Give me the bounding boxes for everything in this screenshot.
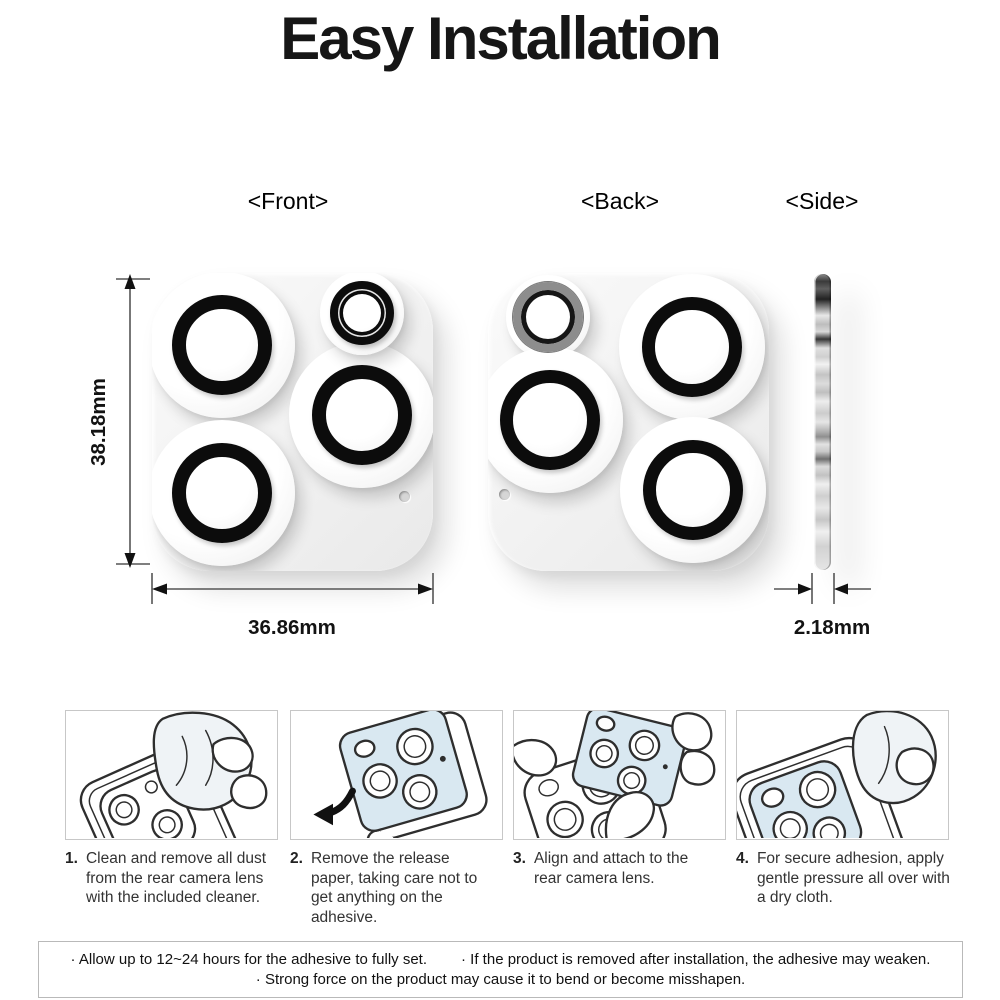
step-2-text	[290, 849, 490, 927]
step-3-number: 3.	[513, 850, 526, 867]
view-label-side: <Side>	[785, 188, 859, 214]
hand-finger	[672, 713, 711, 750]
lens-ring-large	[643, 440, 743, 540]
lens-ring-large	[642, 297, 742, 397]
lens-ring-large	[312, 365, 412, 465]
note-line-1	[71, 950, 931, 970]
step-2-description: Remove the release paper, taking care not to get anything on the adhesive.	[310, 850, 478, 926]
view-label-front: <Front>	[247, 188, 329, 214]
step-1-number: 1.	[65, 850, 78, 867]
hand-finger	[681, 751, 715, 784]
note-strong-force: · Strong force on the product may cause it to bend or become misshapen.	[255, 970, 746, 988]
notes-box	[38, 941, 963, 998]
clean-lens-drawing	[66, 711, 276, 838]
thickness-dimension-label: 2.18mm	[793, 616, 871, 639]
step-4-description: For secure adhesion, apply gentle pressure all over with a dry cloth.	[756, 850, 950, 906]
step-4-number: 4.	[736, 850, 749, 867]
note-adhesive-set: · Allow up to 12~24 hours for the adhesive to fully set.	[70, 950, 428, 968]
step-4-illustration	[736, 710, 949, 840]
lens-ring-small-gray	[513, 282, 583, 352]
front-view-diagram	[152, 273, 433, 571]
step-3-description: Align and attach to the rear camera lens.	[533, 850, 689, 887]
note-line-2	[256, 970, 745, 990]
hand-thumb	[231, 775, 266, 807]
peel-arrow-icon	[313, 791, 352, 825]
step-1-text	[65, 849, 292, 908]
press-cloth-drawing	[737, 711, 947, 838]
page-title: Easy Installation	[280, 5, 720, 72]
step-4-text	[736, 849, 954, 908]
lens-ring-small	[330, 281, 394, 345]
hand-finger	[514, 740, 556, 775]
side-view-diagram	[814, 274, 831, 570]
note-adhesive-weaken: · If the product is removed after installation, the adhesive may weaken.	[461, 950, 931, 968]
mic-hole	[499, 489, 510, 500]
lens-ring-large	[172, 295, 272, 395]
lens-ring-large	[500, 370, 600, 470]
peel-paper-drawing	[291, 711, 501, 838]
step-1-description: Clean and remove all dust from the rear camera lens with the included cleaner.	[85, 850, 267, 906]
step-1-illustration	[65, 710, 278, 840]
hand-thumb	[897, 749, 934, 785]
height-dimension-label: 38.18mm	[87, 378, 110, 466]
width-dimension-label: 36.86mm	[248, 616, 336, 639]
step-3-illustration	[513, 710, 726, 840]
lens-ring-large	[172, 443, 272, 543]
view-label-back: <Back>	[581, 188, 659, 214]
step-2-illustration	[290, 710, 503, 840]
step-2-number: 2.	[290, 850, 303, 867]
mic-hole	[399, 491, 410, 502]
back-view-diagram	[488, 273, 769, 571]
step-3-text	[513, 849, 718, 888]
align-attach-drawing	[514, 711, 724, 838]
